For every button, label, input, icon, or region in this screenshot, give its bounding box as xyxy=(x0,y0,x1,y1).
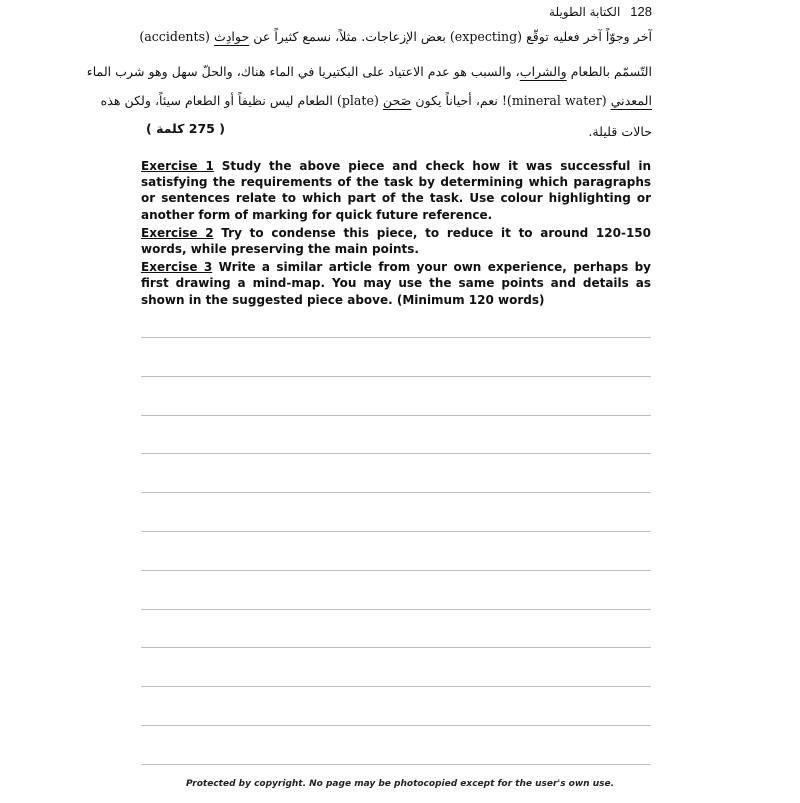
underlined-word: صَحن xyxy=(382,93,412,108)
exercise-3 xyxy=(141,259,651,308)
running-title: الكتابة الطويلة xyxy=(549,5,621,19)
exercise-2 xyxy=(141,225,651,257)
gloss: (accidents) xyxy=(139,29,210,44)
arabic-text: (mineral water)! نعم، أحياناً يكون xyxy=(415,93,607,108)
writing-line xyxy=(141,609,651,610)
underlined-word: والشراب xyxy=(519,64,567,79)
writing-line xyxy=(141,725,651,726)
page-header xyxy=(549,4,652,19)
writing-line xyxy=(141,376,651,377)
arabic-line-3 xyxy=(100,91,652,111)
writing-line xyxy=(141,764,651,765)
arabic-text: آخر وجوّاً آخر فعليه توقّع (expecting) بعض الإزعاجات. مثلاً، نسمع كثيراً عن xyxy=(253,29,652,44)
exercise-text: Try to condense this piece, to reduce it to around 120-150 words, while preserving the main points. xyxy=(141,225,651,257)
writing-line xyxy=(141,492,651,493)
exercise-label: Exercise 1 xyxy=(141,159,214,173)
writing-line xyxy=(141,570,651,571)
writing-line xyxy=(141,531,651,532)
exercise-1 xyxy=(141,158,651,223)
writing-line xyxy=(141,453,651,454)
exercise-label: Exercise 2 xyxy=(141,225,214,240)
word-count: ( 275 كلمة ) xyxy=(146,121,225,136)
writing-area[interactable] xyxy=(141,337,651,803)
arabic-text: التّسمّم بالطعام xyxy=(570,64,652,79)
underlined-word: حوادِث xyxy=(213,29,250,44)
exercise-label: Exercise 3 xyxy=(141,260,213,275)
exercise-text: Study the above piece and check how it was successful in satisfying the requirements of the task by determining which paragraphs or sentences relate to which part of the task. Use colour highlighting or another form of marking for quick future reference. xyxy=(141,159,652,222)
arabic-line-1 xyxy=(140,27,652,47)
exercise-list xyxy=(141,158,651,310)
writing-line xyxy=(141,647,651,648)
underlined-word: المعدني xyxy=(610,93,652,108)
arabic-line-2 xyxy=(86,62,652,82)
exercise-text: Write a similar article from your own experience, perhaps by first drawing a mind-map. You may use the same points and details as shown in the suggested piece above. (Minimum 120 words) xyxy=(141,260,651,307)
copyright-footer: Protected by copyright. No page may be photocopied except for the user's own use. xyxy=(185,779,615,789)
arabic-line-4: حالات قليلة. xyxy=(588,124,652,139)
writing-line xyxy=(141,686,651,687)
arabic-text: (plate) الطعام ليس نظيفاً أو الطعام سيئاً، ولكن هذه xyxy=(100,93,379,108)
writing-line xyxy=(141,337,651,338)
arabic-text: ، والسبب هو عدم الاعتياد على البكتيريا في الماء هناك، والحلّ سهل وهو شرب الماء xyxy=(86,64,520,79)
writing-line xyxy=(141,415,651,416)
page-number: 128 xyxy=(630,4,652,19)
